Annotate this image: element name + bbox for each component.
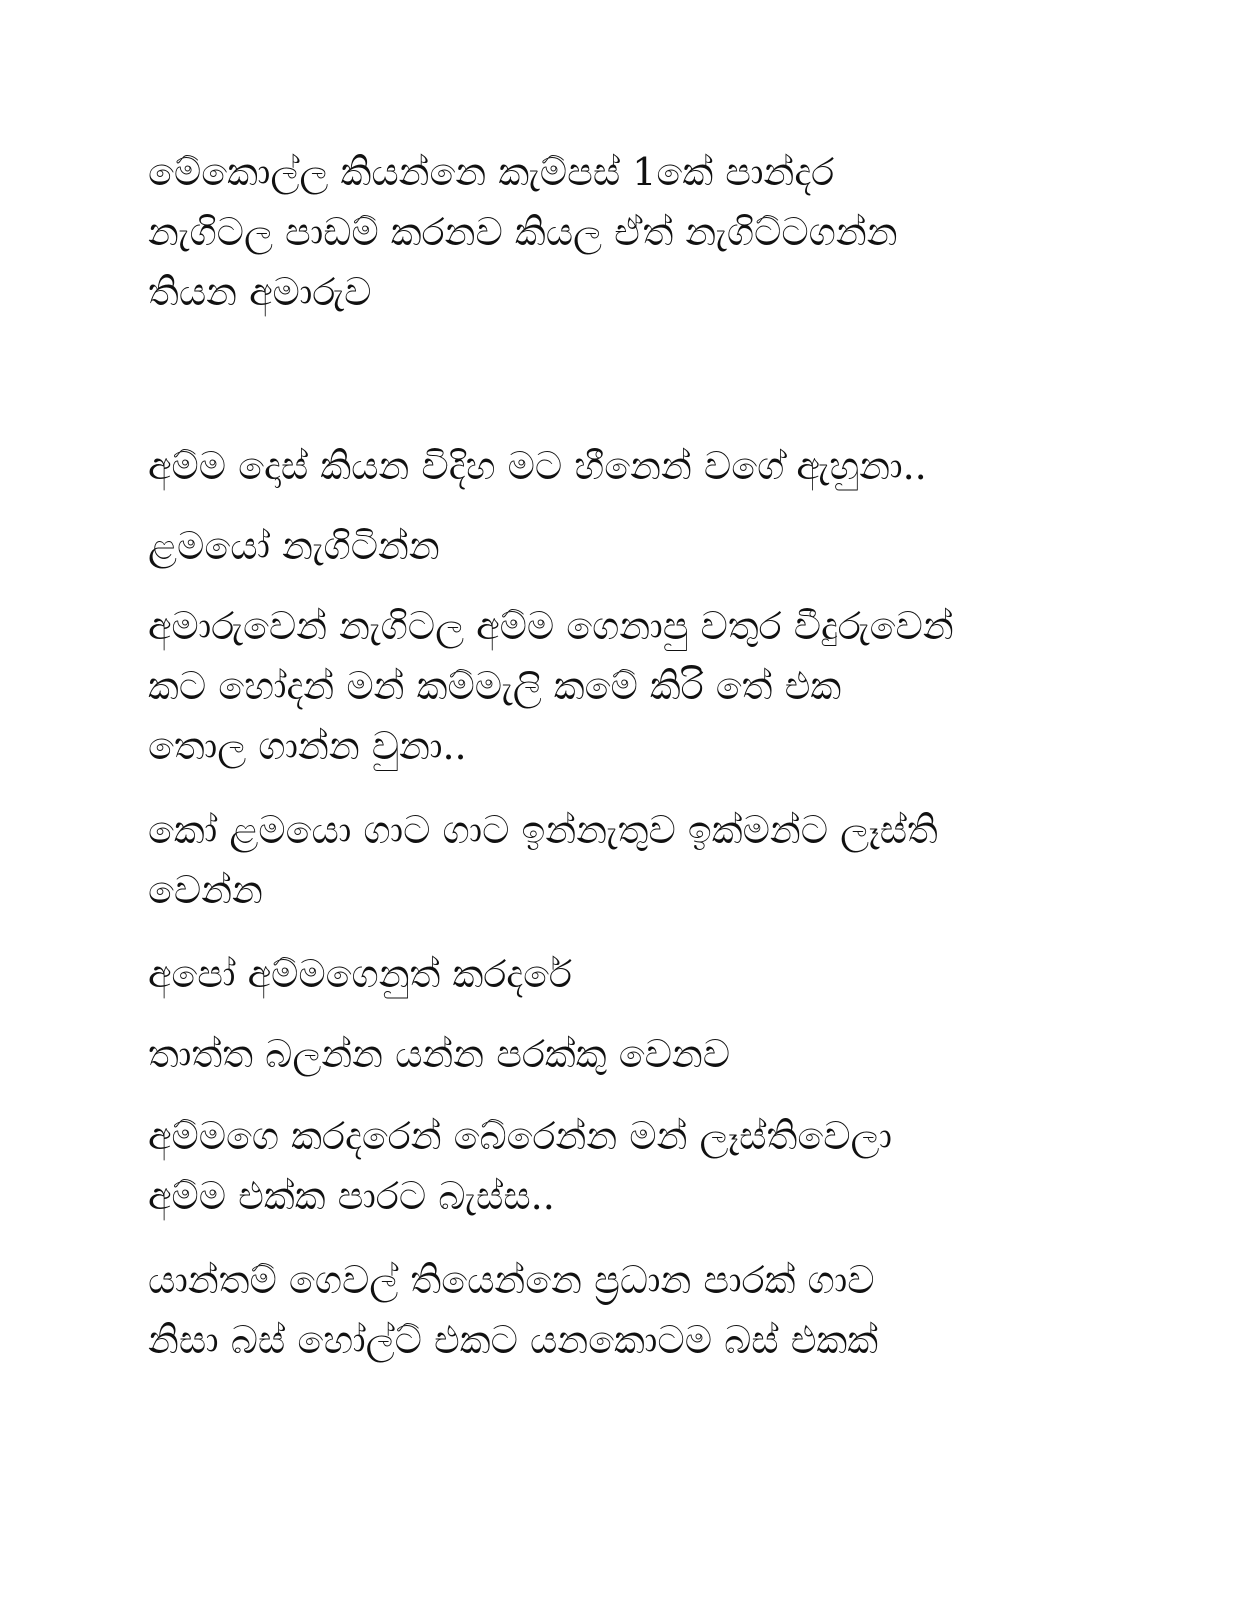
text-line: මේකොල්ල කියන්නෙ කැම්පස් 1කේ පාන්දර [148, 150, 835, 194]
paragraph-8 [148, 1106, 1108, 1226]
text-line: තාත්ත බලන්න යන්න පරක්කු වෙනව [148, 1032, 731, 1076]
text-line: තියන අමාරුව [148, 270, 372, 314]
text-line: යාන්තම් ගෙවල් තියෙන්නෙ ප්‍රධාන පාරක් ගාව [148, 1258, 875, 1302]
text-line: අමාරුවෙන් නැගිටල අම්ම ගෙනාපු වතුර වීදුරුවෙන් [148, 604, 954, 648]
paragraph-6 [148, 944, 1108, 1004]
paragraph-5 [148, 800, 1108, 920]
paragraph-1 [148, 142, 1108, 322]
text-line: අපෝ අම්මගෙනුත් කරදරේ [148, 952, 572, 996]
paragraph-2 [148, 436, 1108, 496]
paragraph-3 [148, 516, 1108, 576]
text-line: අම්ම එක්ක පාරට බැස්ස.. [148, 1174, 555, 1218]
paragraph-9 [148, 1250, 1108, 1370]
text-line: කට හෝදන් මන් කම්මැලි කමේ කිරි තේ එක [148, 664, 842, 708]
text-line: නැගිටල පාඩම් කරනව කියල ඒත් නැගිට්ටගන්න [148, 210, 898, 254]
text-line: වෙන්න [148, 868, 263, 912]
text-line: නිසා බස් හෝල්ට් එකට යනකොටම බස් එකක් [148, 1318, 879, 1362]
text-line: අම්ම දොස් කියන විදිහ මට හීනෙන් වගේ ඇහුනා.. [148, 444, 927, 488]
text-line: තොල ගාන්න වුනා.. [148, 724, 467, 768]
paragraph-7 [148, 1024, 1108, 1084]
text-line: කෝ ළමයො ගාට ගාට ඉන්නැතුව ඉක්මන්ට ලෑස්ති [148, 808, 938, 852]
text-line: අම්මගෙ කරදරෙන් බේරෙන්න මන් ලෑස්තිවෙලා [148, 1114, 893, 1158]
paragraph-4 [148, 596, 1108, 776]
text-line: ළමයෝ නැගිටින්න [148, 524, 440, 568]
